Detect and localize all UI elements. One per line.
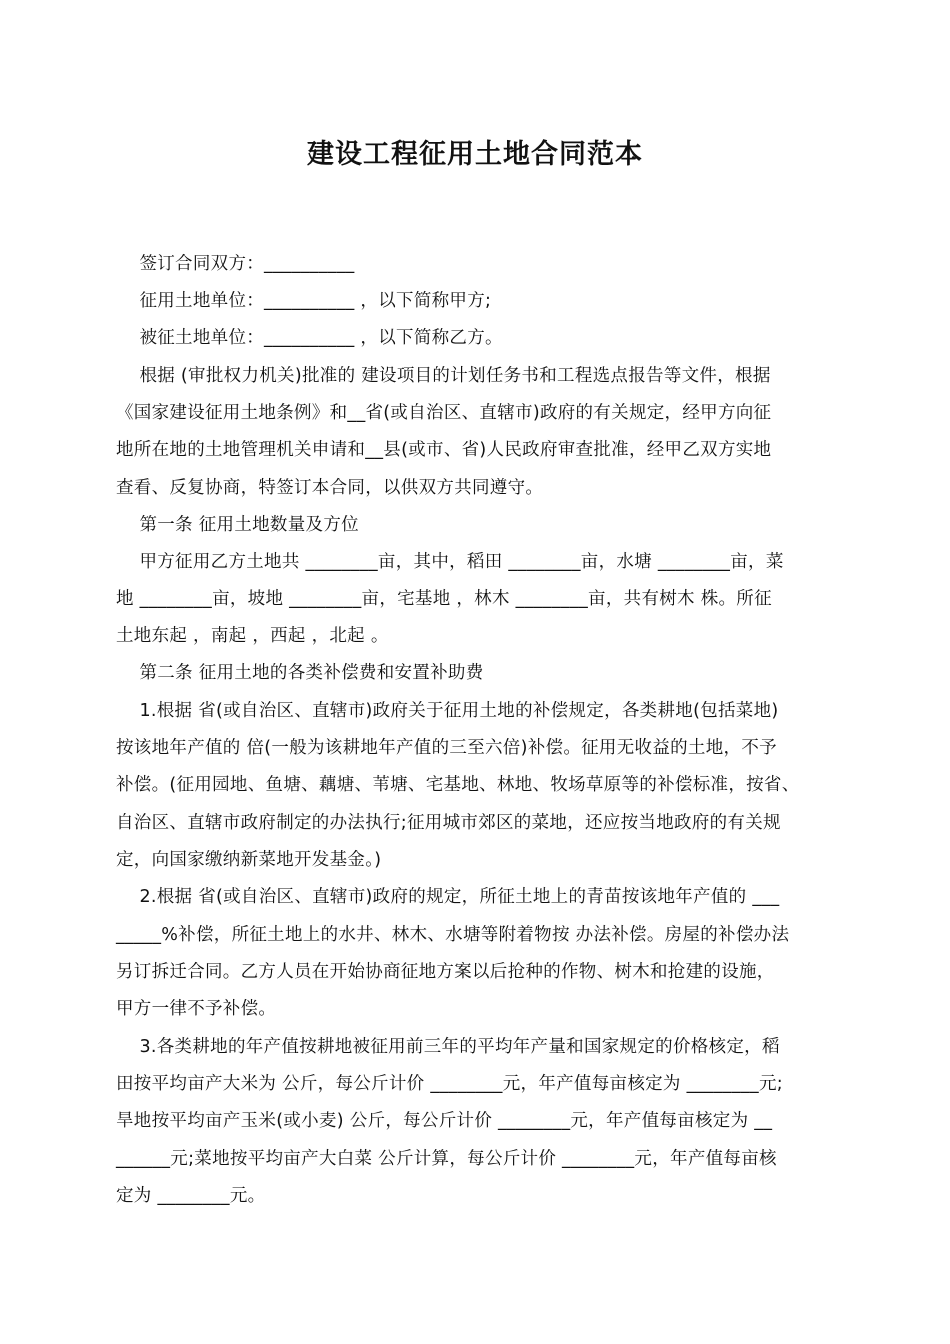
text-line: 甲方征用乙方土地共 ________亩，其中，稻田 ________亩，水塘 ________亩，菜: [116, 552, 784, 572]
text-line: 第一条 征用土地数量及方位: [116, 515, 359, 535]
text-line: 根据 (审批权力机关)批准的 建设项目的计划任务书和工程选点报告等文件，根据: [116, 366, 771, 386]
text-line: 按该地年产值的 倍(一般为该耕地年产值的三至六倍)补偿。征用无收益的土地，不予: [116, 738, 777, 758]
text-line: _____%补偿，所征土地上的水井、林木、水塘等附着物按 办法补偿。房屋的补偿办法: [116, 925, 790, 945]
text-line: 第二条 征用土地的各类补偿费和安置补助费: [116, 663, 484, 683]
text-line: 地 ________亩，坡地 ________亩，宅基地 ，林木 ________亩，共有树木 株。所征: [116, 589, 772, 609]
text-line: 另订拆迁合同。乙方人员在开始协商征地方案以后抢种的作物、树木和抢建的设施，: [116, 962, 775, 982]
text-line: 旱地按平均亩产玉米(或小麦) 公斤，每公斤计价 ________元，年产值每亩核定为 __: [116, 1111, 773, 1131]
text-line: 地所在地的土地管理机关申请和__县(或市、省)人民政府审查批准，经甲乙双方实地: [116, 440, 772, 460]
text-line: 2.根据 省(或自治区、直辖市)政府的规定，所征土地上的青苗按该地年产值的 ___: [116, 887, 780, 907]
text-line: 补偿。(征用园地、鱼塘、藕塘、苇塘、宅基地、林地、牧场草原等的补偿标准，按省、: [116, 775, 800, 795]
text-line: 土地东起 ，南起 ，西起 ，北起 。: [116, 626, 389, 646]
text-line: 3.各类耕地的年产值按耕地被征用前三年的平均年产量和国家规定的价格核定，稻: [116, 1037, 780, 1057]
text-line: 定为 ________元。: [116, 1186, 266, 1206]
text-line: 甲方一律不予补偿。: [116, 999, 277, 1019]
text-line: 田按平均亩产大米为 公斤，每公斤计价 ________元，年产值每亩核定为 ________元;: [116, 1074, 783, 1094]
text-line: 《国家建设征用土地条例》和__省(或自治区、直辖市)政府的有关规定，经甲方向征: [116, 403, 772, 423]
text-line: 1.根据 省(或自治区、直辖市)政府关于征用土地的补偿规定，各类耕地(包括菜地): [116, 701, 779, 721]
text-line: 查看、反复协商，特签订本合同，以供双方共同遵守。: [116, 478, 544, 498]
text-line: 签订合同双方：__________: [116, 254, 355, 274]
text-line: 征用土地单位：__________ ，以下简称甲方;: [116, 291, 492, 311]
document-title: 建设工程征用土地合同范本: [307, 139, 643, 170]
text-line: 自治区、直辖市政府制定的办法执行;征用城市郊区的菜地，还应按当地政府的有关规: [116, 813, 781, 833]
text-line: ______元;菜地按平均亩产大白菜 公斤计算，每公斤计价 ________元，年产值每亩核: [116, 1149, 777, 1169]
text-line: 定，向国家缴纳新菜地开发基金。): [116, 850, 382, 870]
text-line: 被征土地单位：__________ ，以下简称乙方。: [116, 328, 503, 348]
